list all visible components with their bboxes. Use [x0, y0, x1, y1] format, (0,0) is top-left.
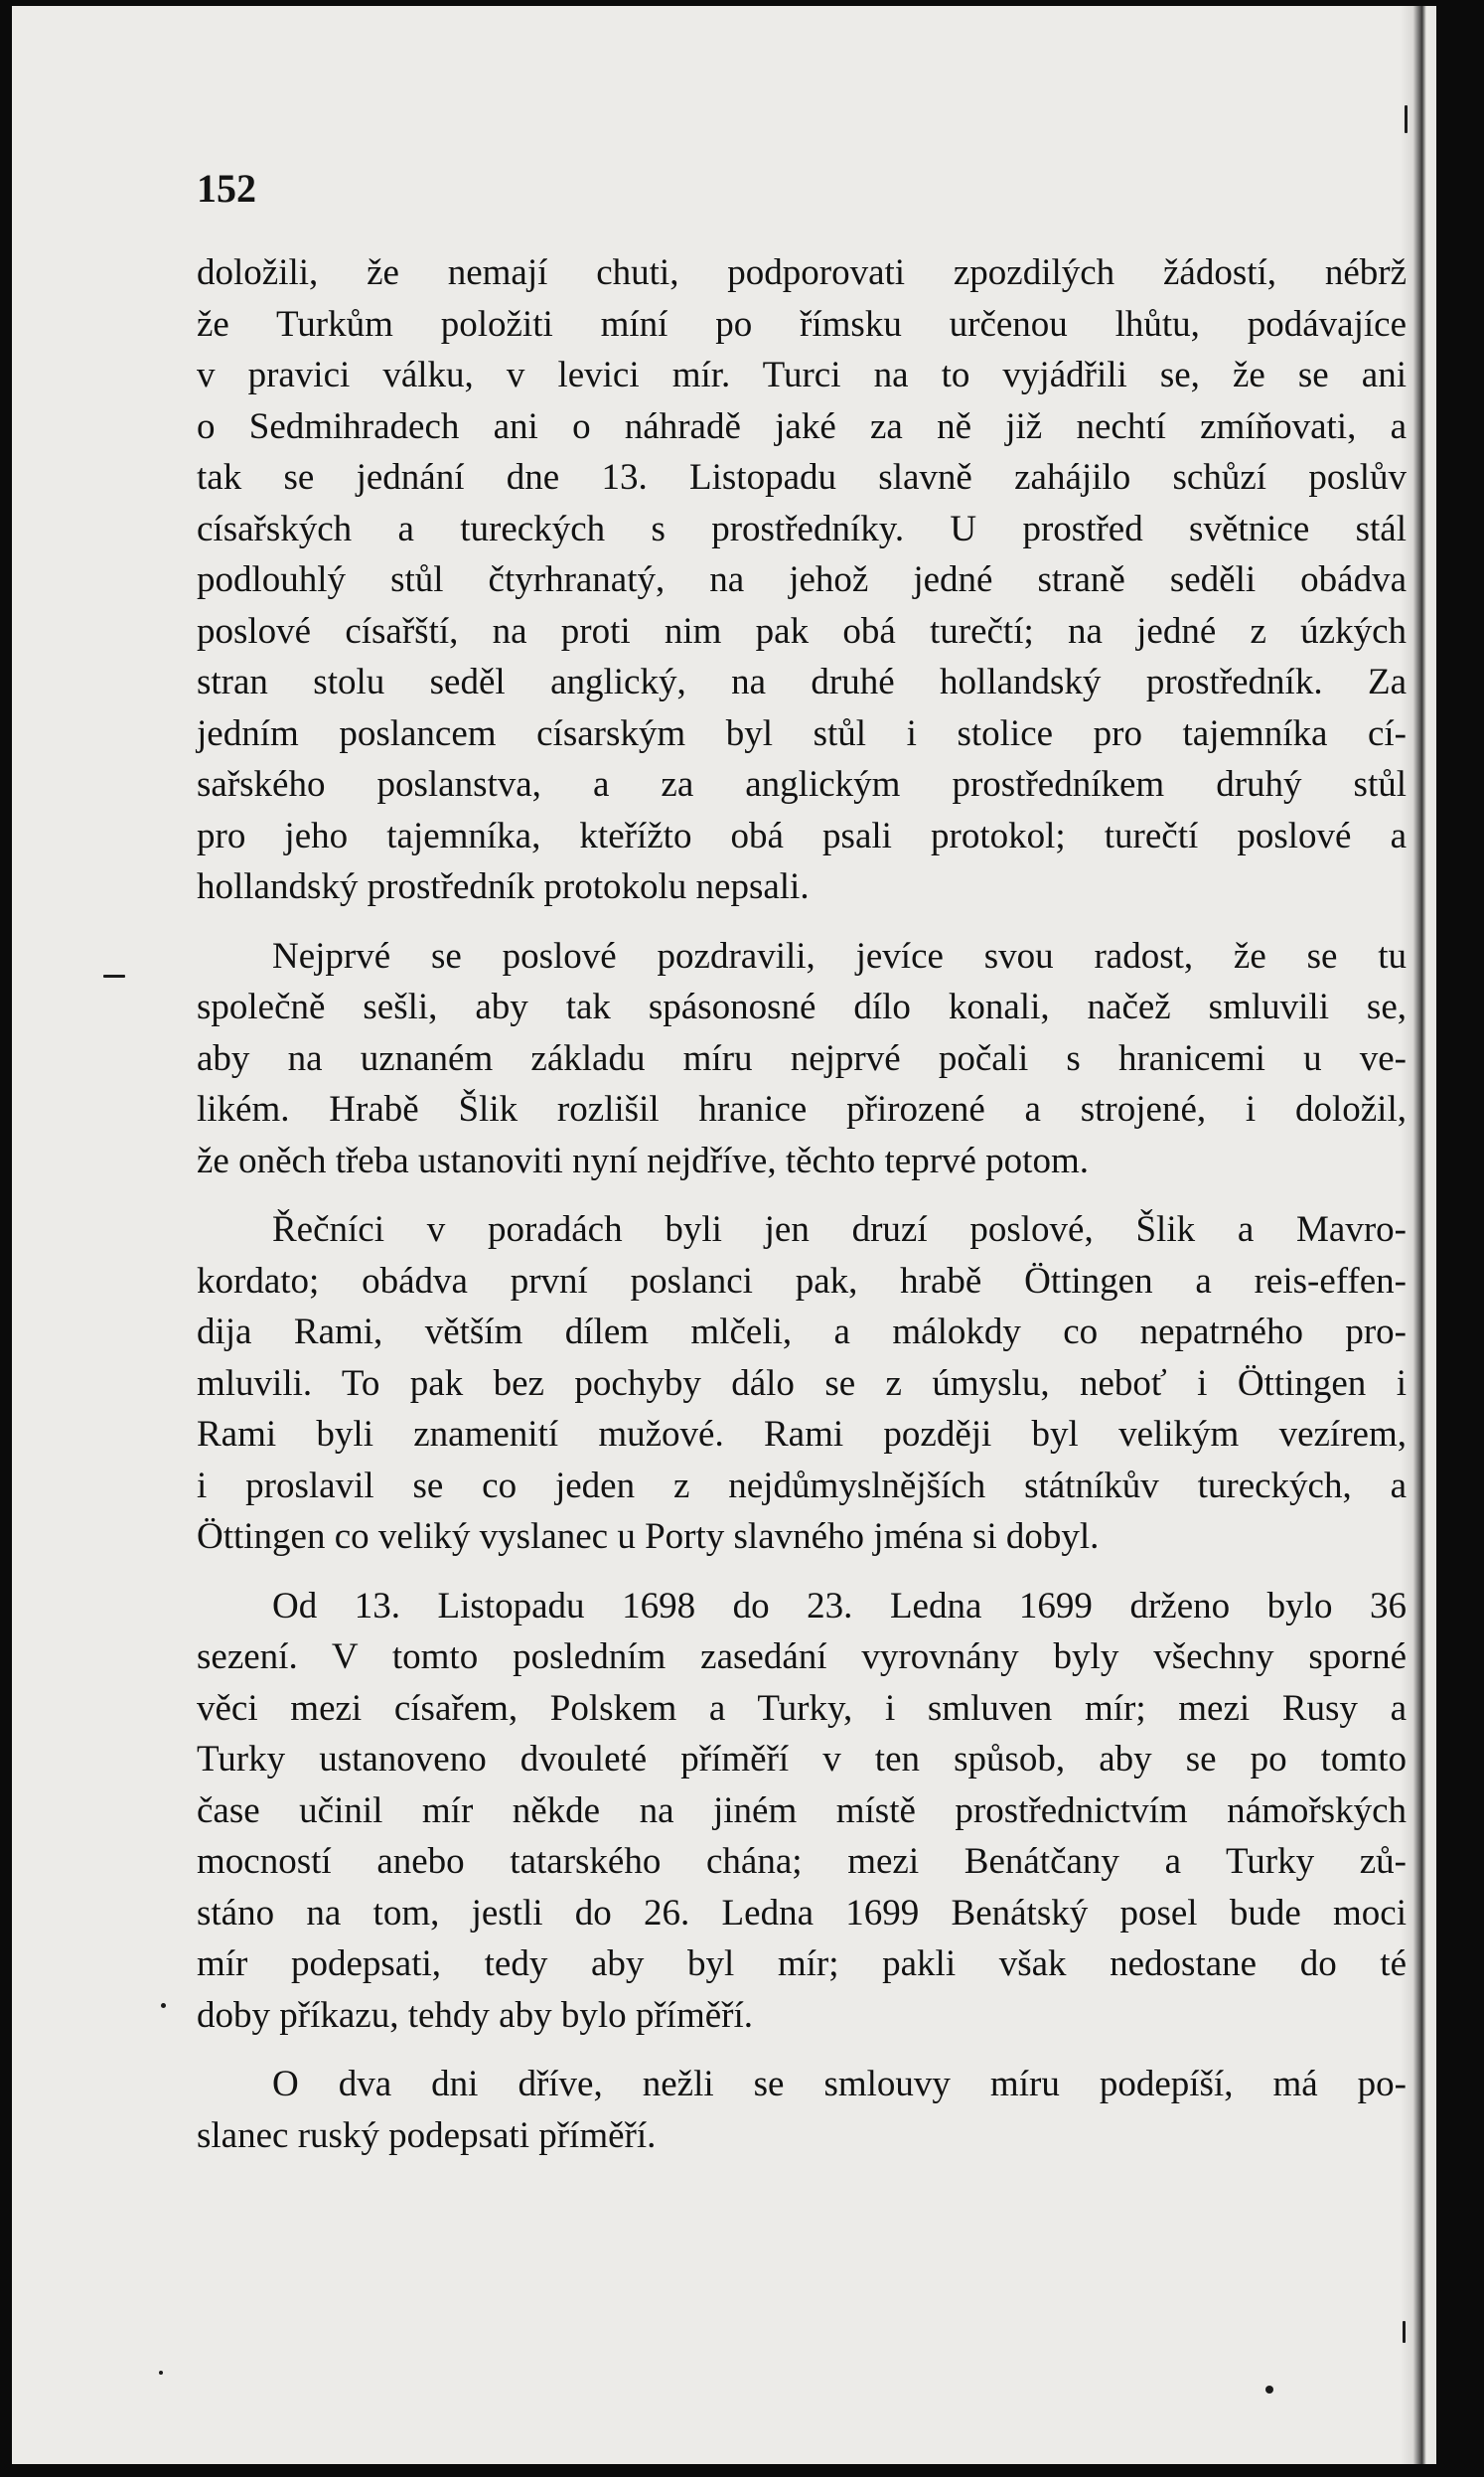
- body-text: [197, 247, 1407, 2161]
- paragraph-gap: [197, 1186, 1407, 1204]
- text-line: stran stolu seděl anglický, na druhé hollandský prostředník. Za: [197, 662, 1407, 702]
- text-line: věci mezi císařem, Polskem a Turky, i smluven mír; mezi Rusy a: [197, 1687, 1407, 1729]
- text-line: doložili, že nemají chuti, podporovati zpozdilých žádostí, nébrž: [197, 252, 1407, 293]
- text-line: že Turkům položiti míní po římsku určenou lhůtu, podávajíce: [197, 303, 1407, 345]
- text-line: Od 13. Listopadu 1698 do 23. Ledna 1699 drženo bylo 36: [272, 1585, 1407, 1626]
- text-line: o Sedmihradech ani o náhradě jaké za ně již nechtí zmíňovati, a: [197, 405, 1407, 447]
- paragraph-gap: [197, 2041, 1407, 2059]
- paragraph: [197, 2059, 1407, 2161]
- book-page: [12, 6, 1436, 2464]
- text-line: kordato; obádva první poslanci pak, hrabě Öttingen a reis-effen-: [197, 1260, 1407, 1302]
- text-line: Öttingen co veliký vyslanec u Porty slavného jména si dobyl.: [197, 1516, 1100, 1557]
- text-line: v pravici válku, v levici mír. Turci na to vyjádřili se, že se ani: [197, 355, 1407, 395]
- paragraph: [197, 247, 1407, 913]
- text-line: tak se jednání dne 13. Listopadu slavně zahájilo schůzí poslův: [197, 457, 1407, 498]
- ink-speck: [1405, 105, 1408, 133]
- text-line: i proslavil se co jeden z nejdůmyslnějších státníkův tureckých, a: [197, 1465, 1407, 1506]
- text-line: aby na uznaném základu míru nejprvé počali s hranicemi u ve-: [197, 1037, 1407, 1079]
- page-number: 152: [197, 166, 256, 211]
- text-line: hollandský prostředník protokolu nepsali.: [197, 866, 810, 907]
- text-line: poslové císařští, na proti nim pak obá turečtí; na jedné z úzkých: [197, 610, 1407, 652]
- text-line: sezení. V tomto posledním zasedání vyrovnány byly všechny sporné: [197, 1636, 1407, 1677]
- text-line: slanec ruský podepsati příměří.: [197, 2114, 657, 2156]
- text-line: doby příkazu, tehdy aby bylo příměří.: [197, 1994, 754, 2036]
- paragraph-gap: [197, 913, 1407, 931]
- text-line: Turky ustanoveno dvouleté příměří v ten spůsob, aby se po tomto: [197, 1739, 1407, 1780]
- text-line: dija Rami, větším dílem mlčeli, a málokdy co nepatrného pro-: [197, 1312, 1407, 1352]
- text-line: že oněch třeba ustanoviti nyní nejdříve, těchto teprvé potom.: [197, 1140, 1089, 1181]
- text-line: pro jeho tajemníka, kteřížto obá psali protokol; turečtí poslové a: [197, 815, 1407, 856]
- text-line: společně sešli, aby tak spásonosné dílo konali, načež smluvili se,: [197, 987, 1407, 1027]
- text-line: Řečníci v poradách byli jen druzí poslové, Šlik a Mavro-: [272, 1209, 1407, 1250]
- text-line: O dva dni dříve, nežli se smlouvy míru podepíší, má po-: [272, 2064, 1407, 2104]
- paragraph-gap: [197, 1563, 1407, 1581]
- ink-speck: [161, 2003, 166, 2008]
- text-line: jedním poslancem císarským byl stůl i stolice pro tajemníka cí-: [197, 712, 1407, 754]
- text-line: likém. Hrabě Šlik rozlišil hranice přirozené a strojené, i doložil,: [197, 1089, 1407, 1130]
- ink-speck: [103, 975, 125, 978]
- text-line: čase učinil mír někde na jiném místě prostřednictvím námořských: [197, 1789, 1407, 1831]
- text-line: Rami byli znamenití mužové. Rami později byl velikým vezírem,: [197, 1414, 1407, 1455]
- ink-speck: [159, 2371, 163, 2375]
- paragraph: [197, 1204, 1407, 1563]
- paragraph: [197, 1581, 1407, 2042]
- text-line: stáno na tom, jestli do 26. Ledna 1699 Benátský posel bude moci: [197, 1892, 1407, 1934]
- text-line: mír podepsati, tedy aby byl mír; pakli však nedostane do té: [197, 1943, 1407, 1984]
- text-line: mluvili. To pak bez pochyby dálo se z úmyslu, neboť i Öttingen i: [197, 1362, 1407, 1404]
- ink-speck: [1265, 2386, 1273, 2394]
- text-line: Nejprvé se poslové pozdravili, jevíce svou radost, že se tu: [272, 935, 1407, 977]
- ink-speck: [1403, 2321, 1406, 2343]
- text-line: císařských a tureckých s prostředníky. U prostřed světnice stál: [197, 508, 1407, 549]
- text-line: mocností anebo tatarského chána; mezi Benátčany a Turky zů-: [197, 1841, 1407, 1882]
- text-line: podlouhlý stůl čtyrhranatý, na jehož jedné straně seděli obádva: [197, 559, 1407, 600]
- text-line: sařského poslanstva, a za anglickým prostředníkem druhý stůl: [197, 764, 1407, 805]
- paragraph: [197, 931, 1407, 1187]
